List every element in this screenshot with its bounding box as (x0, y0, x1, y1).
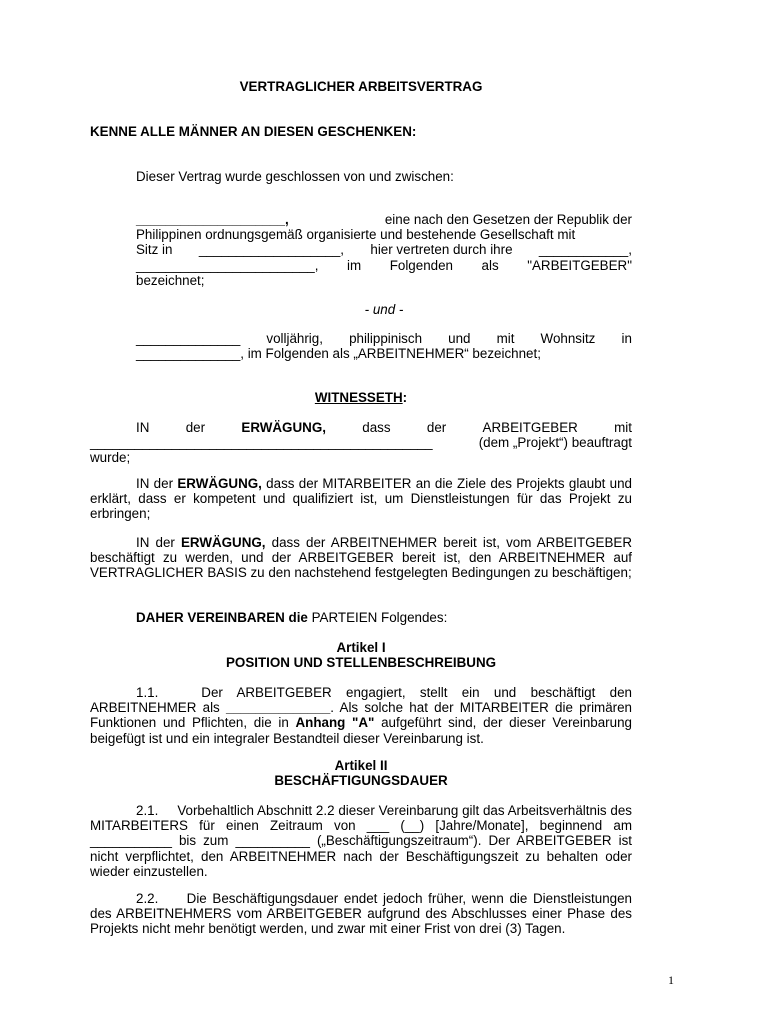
employee-line-2: ______________, im Folgenden als „ARBEITNEHMER“ bezeichnet; (136, 346, 541, 362)
whereas-clause-3: IN der ERWÄGUNG, dass der ARBEITNEHMER bereit ist, vom ARBEITGEBER beschäftigt zu werden, und der ARBEITGEBER bereit ist, den ARBEITNEHMER auf VERTRAGLICHER BASIS zu den nachstehend festgelegten Bedingungen zu beschäftigen; (90, 535, 632, 581)
employer-party-block (136, 212, 632, 288)
whereas-1-line-3: wurde; (90, 450, 131, 466)
section-2-1: 2.1. Vorbehaltlich Abschnitt 2.2 dieser Vereinbarung gilt das Arbeitsverhältnis des MITARBEITERS für einen Zeitraum von ___ (__) [Jahre/Monate], beginnend am ___________ bis zum __________ („Beschäftigungszeitraum“). Der ARBEITGEBER ist nicht verpflichtet, den ARBEITNEHMER nach der Beschäftigungszeit zu behalten oder wieder einzustellen. (90, 803, 632, 879)
section-2-2: 2.2. Die Beschäftigungsdauer endet jedoch früher, wenn die Dienstleistungen des ARBEITNEHMERS vom ARBEITGEBER aufgrund des Abschlusses einer Phase des Projekts nicht mehr benötigt werden, und zwar mit einer Frist von drei (3) Tagen. (90, 891, 632, 937)
article-2-heading: Artikel II BESCHÄFTIGUNGSDAUER (274, 758, 448, 789)
witnesseth-heading: WITNESSETH: (314, 390, 408, 405)
whereas-clause-1 (90, 420, 632, 466)
whereas-1-line-2: ______________________________________________ (dem „Projekt“) beauftragt (90, 435, 632, 451)
intro-text: Dieser Vertrag wurde geschlossen von und zwischen: (136, 169, 454, 184)
employee-line-1: ______________ volljährig, philippinisch und mit Wohnsitz in (136, 331, 632, 346)
employer-line-4: ________________________, im Folgenden als "ARBEITGEBER" (136, 257, 632, 273)
and-separator: - und - (364, 302, 404, 317)
employer-line-2: Philippinen ordnungsgemäß organisierte und bestehende Gesellschaft mit (136, 227, 576, 243)
section-1-1: 1.1. Der ARBEITGEBER engagiert, stellt ein und beschäftigt den ARBEITNEHMER als ______________. Als solche hat der MITARBEITER die primären Funktionen und Pflichten, die in Anhang "A" aufgeführt sind, der dieser Vereinbarung beigefügt ist und ein integraler Bestandteil dieser Vereinbarung ist. (90, 685, 632, 746)
page-number: 1 (668, 973, 674, 987)
employee-party-block (136, 331, 632, 361)
employer-line-3: Sitz in ___________________, hier vertreten durch ihre ____________, (136, 242, 632, 258)
employer-line-1: ____________________, eine nach den Gesetzen der Republik der (136, 212, 632, 227)
article-1-heading: Artikel I POSITION UND STELLENBESCHREIBUNG (225, 640, 497, 671)
salutation: KENNE ALLE MÄNNER AN DIESEN GESCHENKEN: (90, 124, 417, 139)
employer-line-5: bezeichnet; (136, 272, 205, 288)
therefore-clause: DAHER VEREINBAREN die PARTEIEN Folgendes: (136, 610, 448, 625)
whereas-1-line-1: IN der ERWÄGUNG, dass der ARBEITGEBER mit (136, 420, 632, 435)
whereas-clause-2: IN der ERWÄGUNG, dass der MITARBEITER an die Ziele des Projekts glaubt und erklärt, dass er kompetent und qualifiziert ist, um Dienstleistungen für das Projekt zu erbringen; (90, 476, 632, 522)
document-title: VERTRAGLICHER ARBEITSVERTRAG (239, 79, 483, 94)
